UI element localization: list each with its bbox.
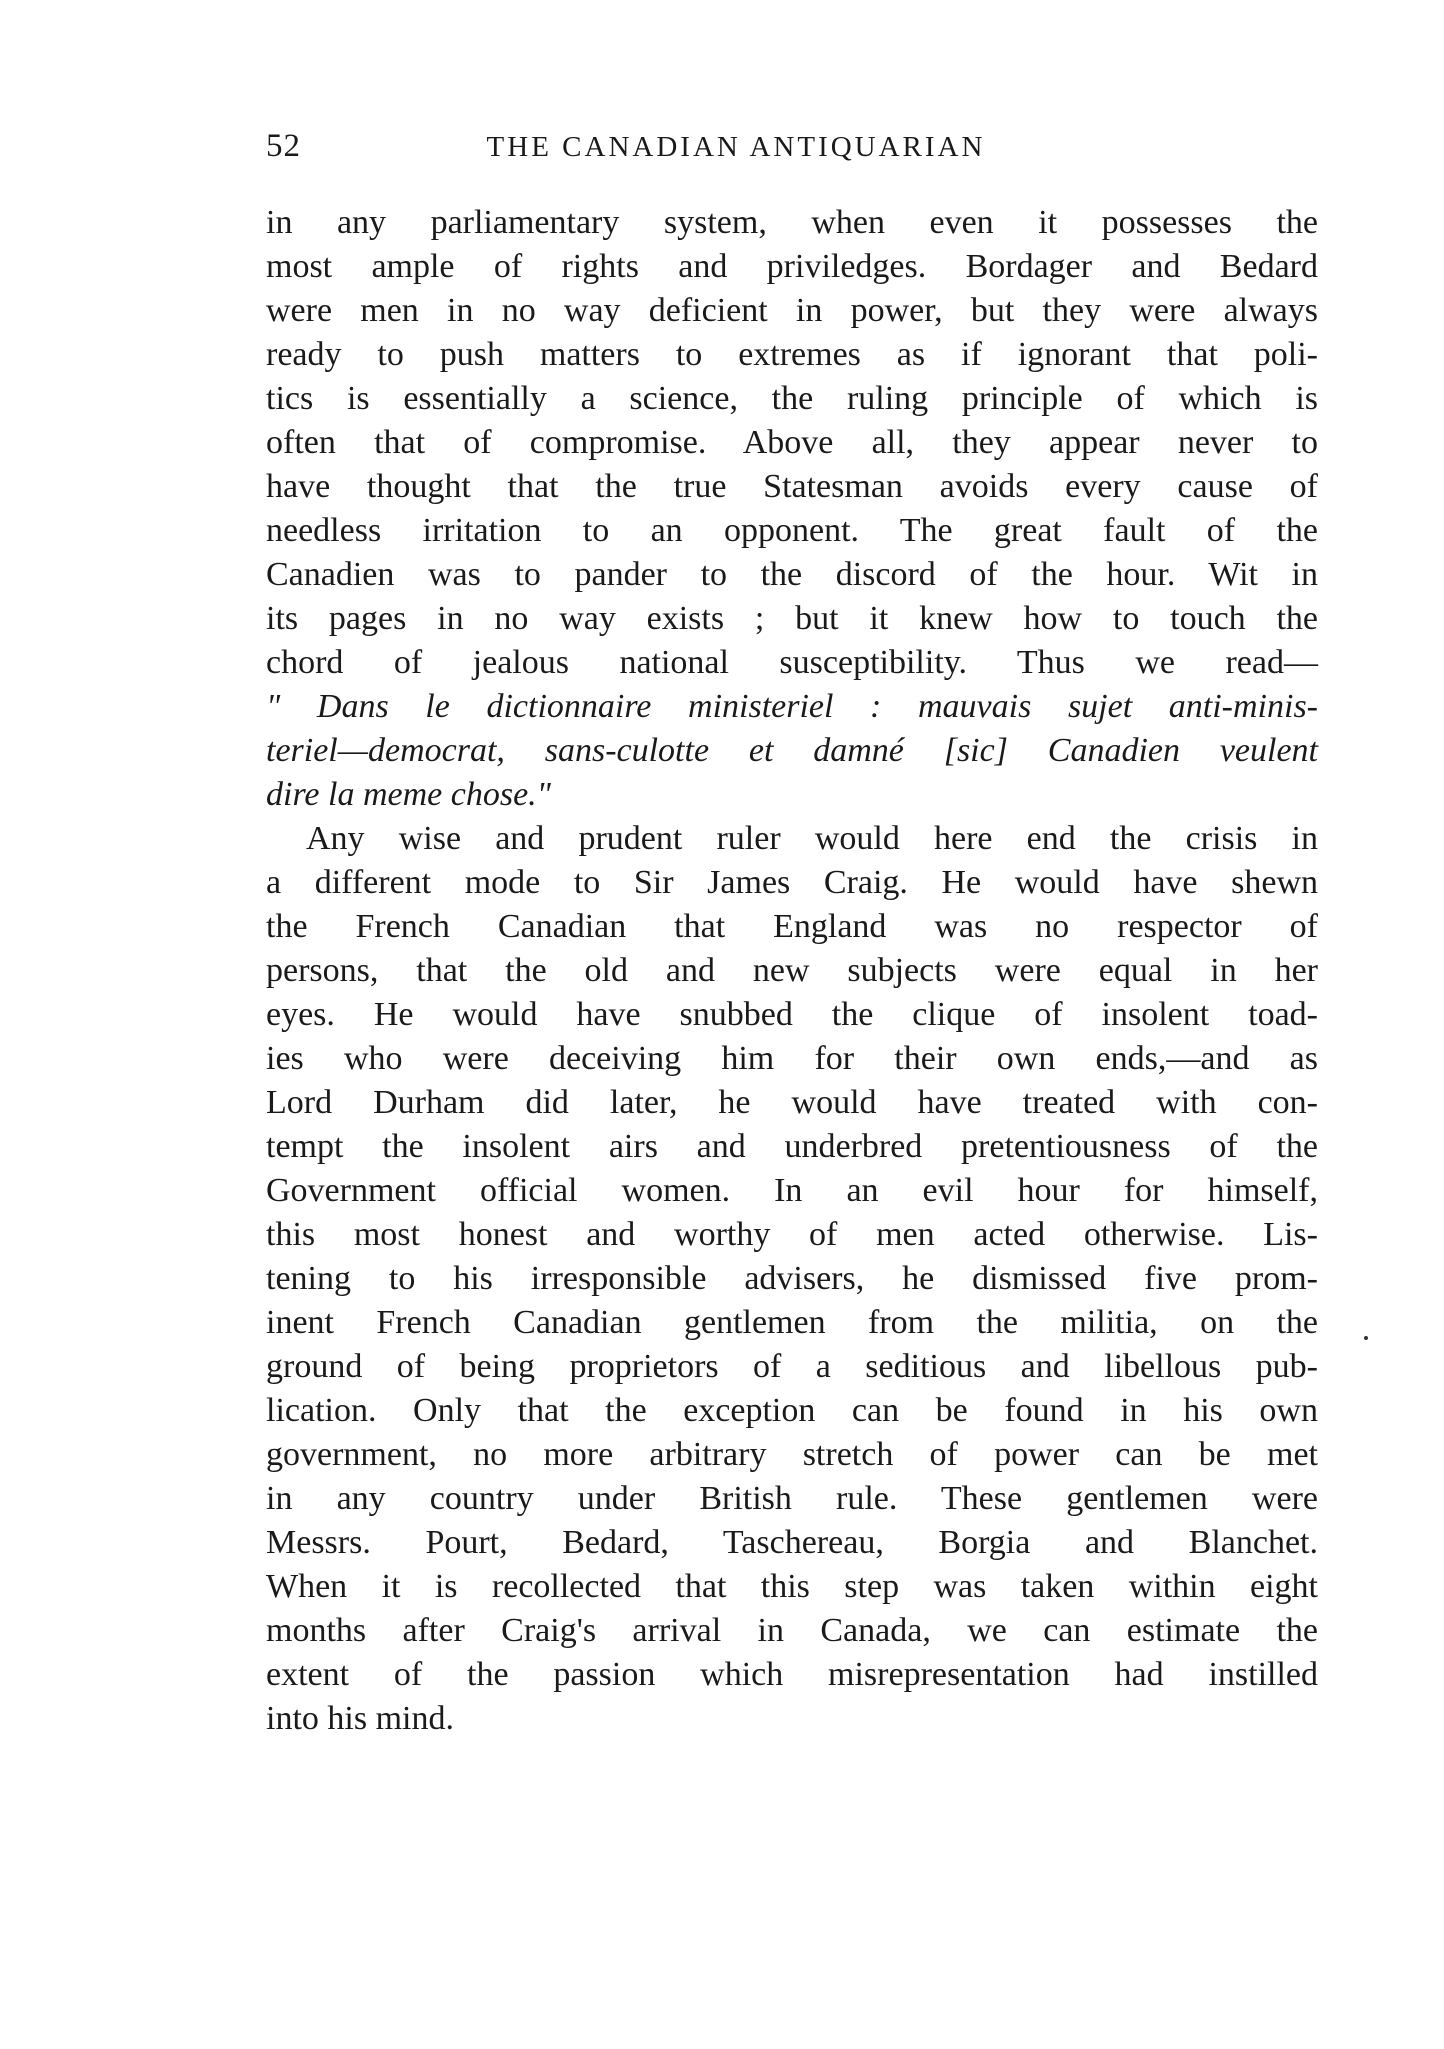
text-line: in any parliamentary system, when even it possesses the (266, 204, 1318, 241)
text-line: When it is recollected that this step was taken within eight (266, 1568, 1318, 1605)
text-line: most ample of rights and priviledges. Bordager and Bedard (266, 248, 1318, 285)
text-line: extent of the passion which misrepresentation had instilled (266, 1656, 1318, 1693)
page-number: 52 (266, 128, 301, 164)
text-line: a different mode to Sir James Craig. He would have shewn (266, 864, 1318, 901)
text-line: this most honest and worthy of men acted otherwise. Lis- (266, 1216, 1318, 1253)
text-line: ready to push matters to extremes as if ignorant that poli- (266, 336, 1318, 373)
text-line: needless irritation to an opponent. The great fault of the (266, 512, 1318, 549)
text-line: in any country under British rule. These gentlemen were (266, 1480, 1318, 1517)
text-line: eyes. He would have snubbed the clique of insolent toad- (266, 996, 1318, 1033)
text-line: Canadien was to pander to the discord of the hour. Wit in (266, 556, 1318, 593)
text-line: Lord Durham did later, he would have treated with con- (266, 1084, 1318, 1121)
text-line: Government official women. In an evil hour for himself, (266, 1172, 1318, 1209)
text-line: its pages in no way exists ; but it knew how to touch the (266, 600, 1318, 637)
text-line: tempt the insolent airs and underbred pretentiousness of the (266, 1128, 1318, 1165)
running-title: THE CANADIAN ANTIQUARIAN (486, 131, 986, 163)
text-line: months after Craig's arrival in Canada, we can estimate the (266, 1612, 1318, 1649)
quote-line: teriel—democrat, sans-culotte et damné [sic] Canadien veulent (266, 732, 1318, 769)
print-speck (1364, 1336, 1368, 1340)
quote-line: dire la meme chose." (266, 776, 551, 813)
text-line: lication. Only that the exception can be found in his own (266, 1392, 1318, 1429)
text-line: Messrs. Pourt, Bedard, Taschereau, Borgia and Blanchet. (266, 1524, 1318, 1561)
text-line: the French Canadian that England was no respector of (266, 908, 1318, 945)
body-text (266, 201, 1318, 1741)
text-line: tening to his irresponsible advisers, he dismissed five prom- (266, 1260, 1318, 1297)
text-line: chord of jealous national susceptibility. Thus we read— (266, 644, 1318, 681)
quote-line: " Dans le dictionnaire ministeriel : mauvais sujet anti-minis- (266, 688, 1318, 725)
text-line: government, no more arbitrary stretch of power can be met (266, 1436, 1318, 1473)
paragraph-2 (266, 817, 1318, 1741)
text-line: ground of being proprietors of a seditious and libellous pub- (266, 1348, 1318, 1385)
text-line: Any wise and prudent ruler would here end the crisis in (306, 820, 1318, 857)
text-line: persons, that the old and new subjects were equal in her (266, 952, 1318, 989)
text-line: were men in no way deficient in power, but they were always (266, 292, 1318, 329)
text-line: ies who were deceiving him for their own ends,—and as (266, 1040, 1318, 1077)
text-line: inent French Canadian gentlemen from the militia, on the (266, 1304, 1318, 1341)
paragraph-1 (266, 201, 1318, 817)
text-line: into his mind. (266, 1700, 454, 1737)
text-line: often that of compromise. Above all, they appear never to (266, 424, 1318, 461)
text-line: tics is essentially a science, the ruling principle of which is (266, 380, 1318, 417)
text-line: have thought that the true Statesman avoids every cause of (266, 468, 1318, 505)
